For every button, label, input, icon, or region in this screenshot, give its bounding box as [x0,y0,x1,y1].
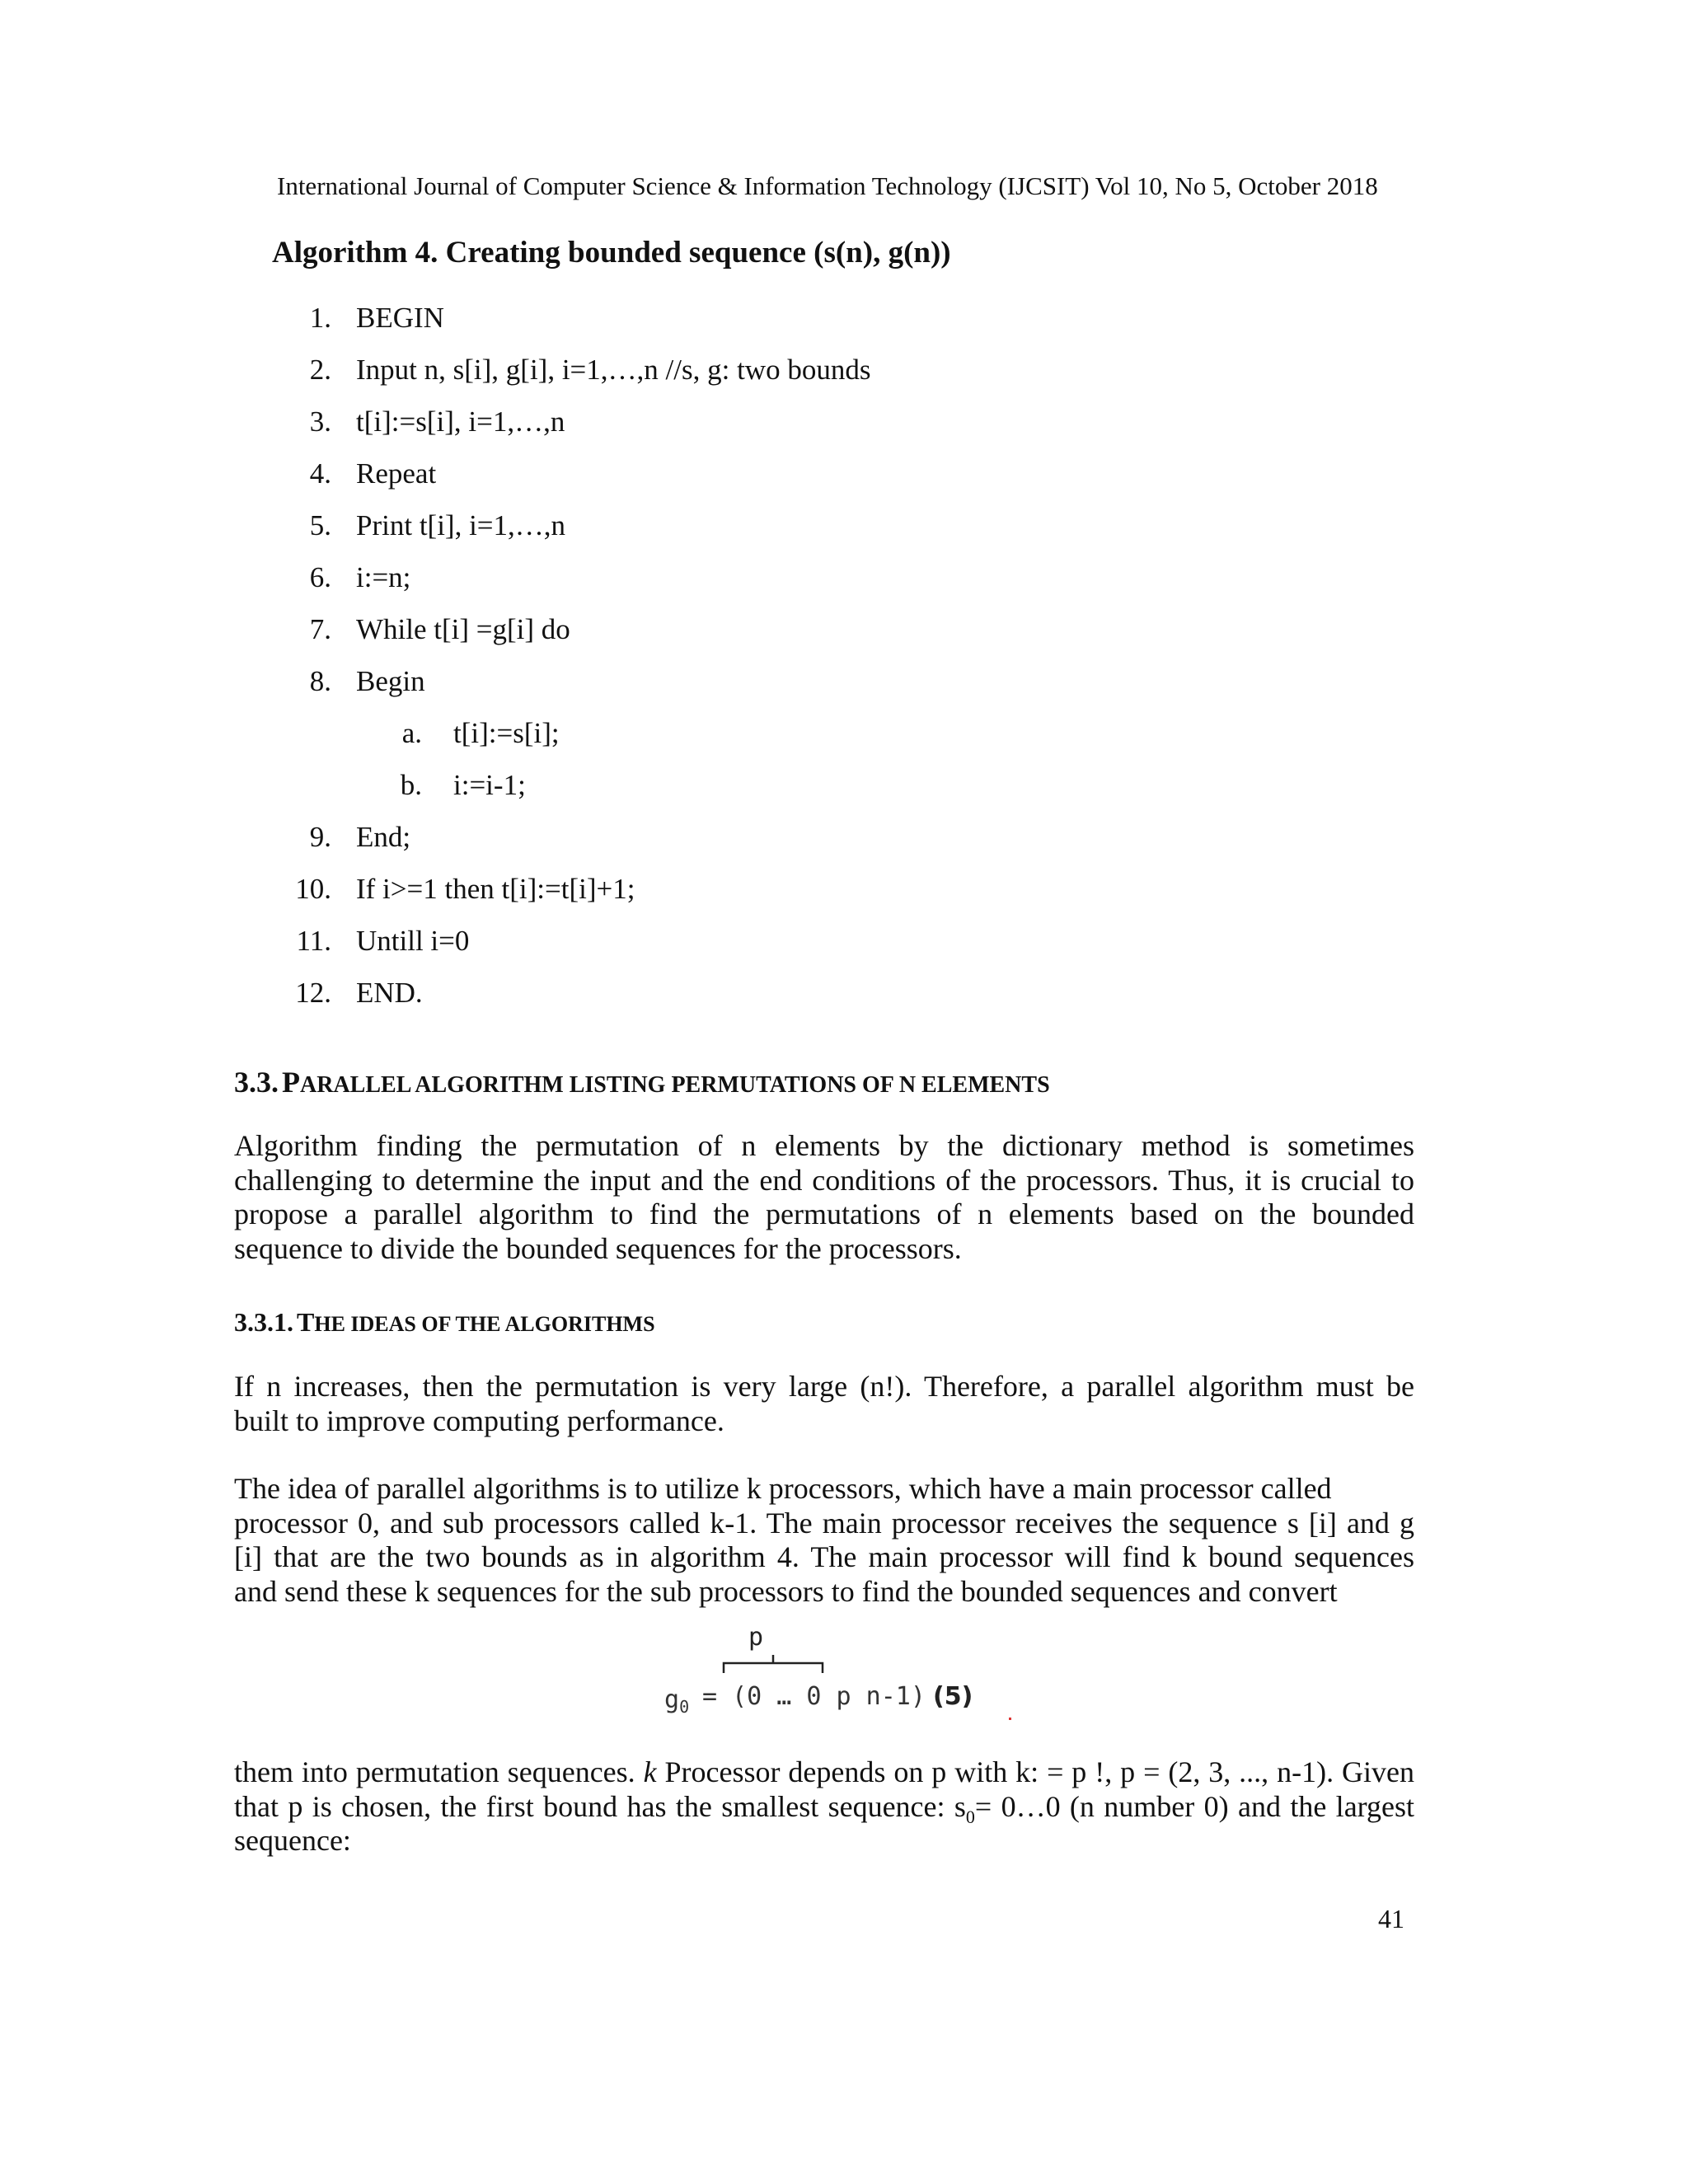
equation-5 [659,1622,1022,1729]
paragraph-line: propose a parallel algorithm to find the permutations of n elements based on the bounded [234,1197,1414,1230]
paragraph-intro [234,1129,1414,1266]
paragraph-line: sequence: [234,1824,351,1857]
step-number: b. [400,769,422,801]
step-number: 2. [309,354,331,386]
step-number: 12. [295,977,331,1009]
section-number: 3.3. [234,1066,279,1099]
step-text: End; [356,821,411,853]
step-text: t[i]:=s[i]; [453,717,560,749]
step-text: END. [356,977,423,1009]
step-number: 10. [295,873,331,905]
running-header: International Journal of Computer Science & Information Technology (IJCSIT) Vol 10, No 5, October 2018 [277,171,1378,200]
paragraph-line: [i] that are the two bounds as in algorithm 4. The main processor will find k bound sequences [234,1540,1414,1573]
step-number: 1. [309,302,331,334]
step-text: Input n, s[i], g[i], i=1,…,n //s, g: two bounds [356,354,871,386]
page-number: 41 [1378,1904,1404,1933]
step-number: 5. [309,509,331,541]
step-text: Print t[i], i=1,…,n [356,509,566,541]
step-number: 11. [296,925,331,957]
step-number: a. [401,717,422,749]
step-text: If i>=1 then t[i]:=t[i]+1; [356,873,635,905]
section-title-rest: HE IDEAS OF THE ALGORITHMS [314,1312,655,1336]
paragraph-line: processor 0, and sub processors called k-1. The main processor receives the sequence s [i] and g [234,1506,1414,1540]
step-text: i:=i-1; [453,769,526,801]
algorithm-title: Algorithm 4. Creating bounded sequence (s(n), g(n)) [272,236,951,269]
paragraph-performance [234,1370,1414,1438]
paragraph-line: The idea of parallel algorithms is to utilize k processors, which have a main processor called [234,1472,1332,1505]
step-text: Begin [356,665,425,697]
step-text: While t[i] =g[i] do [356,613,570,645]
equation-number: (5) [933,1682,973,1711]
step-number: 6. [309,561,331,593]
step-number: 7. [309,613,331,645]
step-text: t[i]:=s[i], i=1,…,n [356,405,565,438]
section-heading-3-3-1 [234,1307,655,1338]
section-title-initial: P [282,1066,300,1099]
paragraph-line: Algorithm finding the permutation of n elements by the dictionary method is sometimes [234,1129,1414,1162]
brace-label: p [748,1623,764,1652]
section-title-initial: T [297,1307,315,1337]
step-number: 3. [309,405,331,438]
paragraph-line: challenging to determine the input and the end conditions of the processors. Thus, it is crucial to [234,1163,1414,1197]
section-number: 3.3.1. [234,1307,293,1337]
paragraph-line: and send these k sequences for the sub processors to find the bounded sequences and convert [234,1574,1338,1608]
step-text: Repeat [356,457,437,490]
step-number: 4. [309,457,331,490]
step-text: i:=n; [356,561,411,593]
section-title-rest: ARALLEL ALGORITHM LISTING PERMUTATIONS OF N ELEMENTS [300,1072,1050,1098]
paragraph-line: built to improve computing performance. [234,1404,724,1437]
paragraph-line: that p is chosen, the first bound has the smallest sequence: $s_0=$ 0…0 (n number 0) and the largest [234,1789,1414,1827]
paragraph-line: them into permutation sequences. k Processor depends on p with k: = p !, p = (2, 3, ..., n-1). Given [234,1755,1415,1788]
paragraph-processors [234,1755,1414,1858]
step-text: Untill i=0 [356,925,470,957]
stray-mark [1009,1718,1011,1720]
step-number: 9. [309,821,331,853]
paragraph-line: sequence to divide the bounded sequences for the processors. [234,1231,962,1265]
step-number: 8. [309,665,331,697]
equation-lhs: $g_0$ [664,1685,690,1717]
section-heading-3-3 [234,1065,1050,1099]
paragraph-idea [234,1472,1414,1609]
brace-icon [724,1655,823,1673]
equation-rhs: = (0 … 0 p n-1) [702,1682,926,1711]
paragraph-line: If n increases, then the permutation is very large (n!). Therefore, a parallel algorithm must be [234,1370,1414,1403]
step-text: BEGIN [356,302,444,334]
